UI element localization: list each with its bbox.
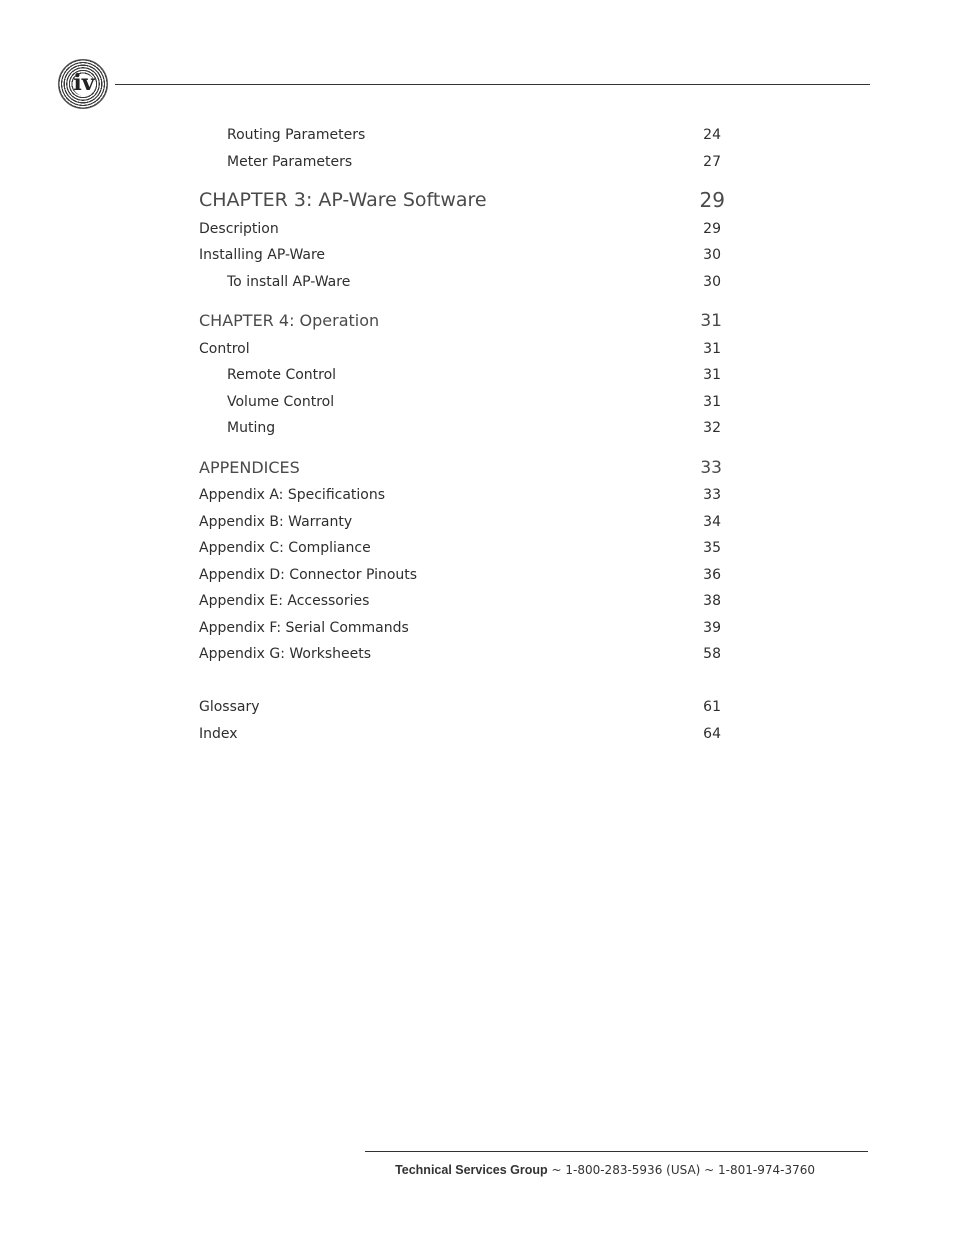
- toc-entry-label: Volume Control: [227, 394, 335, 410]
- toc-entry-page: 30: [703, 274, 721, 290]
- toc-chapter-4-heading[interactable]: [199, 310, 726, 332]
- toc-entry-label: APPENDICES: [199, 458, 300, 477]
- toc-entry-remote-control[interactable]: [199, 364, 726, 386]
- toc-entry-appendix-g[interactable]: [199, 643, 726, 665]
- toc-entry-page: 29: [699, 188, 725, 212]
- toc-entry-label: Appendix A: Specifications: [199, 487, 386, 503]
- toc-entry-page: 33: [700, 458, 722, 478]
- toc-entry-installing-ap-ware[interactable]: [199, 244, 726, 266]
- toc-chapter-3-heading[interactable]: [199, 187, 726, 213]
- toc-entry-label: Description: [199, 221, 279, 237]
- toc-entry-label: Appendix G: Worksheets: [199, 646, 371, 662]
- footer-phone-numbers: ~ 1-800-283-5936 (USA) ~ 1-801-974-3760: [547, 1163, 815, 1177]
- toc-entry-label: To install AP-Ware: [227, 274, 351, 290]
- toc-entry-volume-control[interactable]: [199, 391, 726, 413]
- toc-entry-page: 27: [703, 154, 721, 170]
- toc-entry-meter-parameters[interactable]: [199, 151, 726, 173]
- toc-entry-appendix-e[interactable]: [199, 590, 726, 612]
- toc-entry-description[interactable]: [199, 218, 726, 240]
- toc-entry-page: 31: [703, 341, 721, 357]
- toc-entry-page: 61: [703, 699, 721, 715]
- toc-entry-routing-parameters[interactable]: [199, 124, 726, 146]
- toc-entry-to-install-ap-ware[interactable]: [199, 271, 726, 293]
- toc-entry-page: 31: [700, 311, 722, 331]
- toc-entry-label: Appendix E: Accessories: [199, 593, 370, 609]
- toc-entry-label: Remote Control: [227, 367, 337, 383]
- toc-entry-label: Routing Parameters: [227, 127, 366, 143]
- toc-entry-label: Glossary: [199, 699, 260, 715]
- toc-entry-label: CHAPTER 3: AP-Ware Software: [199, 189, 487, 211]
- toc-entry-page: 34: [703, 514, 721, 530]
- toc-entry-label: Installing AP-Ware: [199, 247, 326, 263]
- toc-entry-label: Meter Parameters: [227, 154, 353, 170]
- toc-entry-page: 31: [703, 394, 721, 410]
- footer-rule: [365, 1151, 868, 1152]
- toc-entry-page: 58: [703, 646, 721, 662]
- toc-entry-appendix-c[interactable]: [199, 537, 726, 559]
- footer-contact: [395, 1163, 815, 1177]
- toc-entry-label: Appendix D: Connector Pinouts: [199, 567, 418, 583]
- toc-entry-muting[interactable]: [199, 417, 726, 439]
- toc-entry-page: 64: [703, 726, 721, 742]
- toc-entry-page: 38: [703, 593, 721, 609]
- page-number: iv: [73, 70, 95, 96]
- toc-entry-label: Appendix F: Serial Commands: [199, 620, 409, 636]
- toc-entry-page: 32: [703, 420, 721, 436]
- toc-entry-label: Index: [199, 726, 238, 742]
- toc-entry-appendix-f[interactable]: [199, 617, 726, 639]
- toc-entry-page: 29: [703, 221, 721, 237]
- toc-entry-label: Appendix B: Warranty: [199, 514, 353, 530]
- toc-entry-control[interactable]: [199, 338, 726, 360]
- toc-entry-glossary[interactable]: [199, 696, 726, 718]
- toc-entry-label: CHAPTER 4: Operation: [199, 311, 380, 330]
- toc-entry-page: 33: [703, 487, 721, 503]
- toc-entry-page: 24: [703, 127, 721, 143]
- toc-entry-page: 39: [703, 620, 721, 636]
- toc-entry-page: 30: [703, 247, 721, 263]
- toc-entry-label: Control: [199, 341, 250, 357]
- header-rule: [115, 84, 870, 85]
- page-number-badge: [58, 59, 108, 109]
- toc-entry-appendix-d[interactable]: [199, 564, 726, 586]
- toc-entry-appendix-a[interactable]: [199, 484, 726, 506]
- toc-entry-page: 31: [703, 367, 721, 383]
- toc-entry-label: Muting: [227, 420, 276, 436]
- toc-appendices-heading[interactable]: [199, 457, 726, 479]
- footer-group-name: Technical Services Group: [395, 1163, 548, 1177]
- toc-entry-appendix-b[interactable]: [199, 511, 726, 533]
- toc-entry-label: Appendix C: Compliance: [199, 540, 371, 556]
- toc-entry-page: 36: [703, 567, 721, 583]
- toc-entry-index[interactable]: [199, 723, 726, 745]
- toc-entry-page: 35: [703, 540, 721, 556]
